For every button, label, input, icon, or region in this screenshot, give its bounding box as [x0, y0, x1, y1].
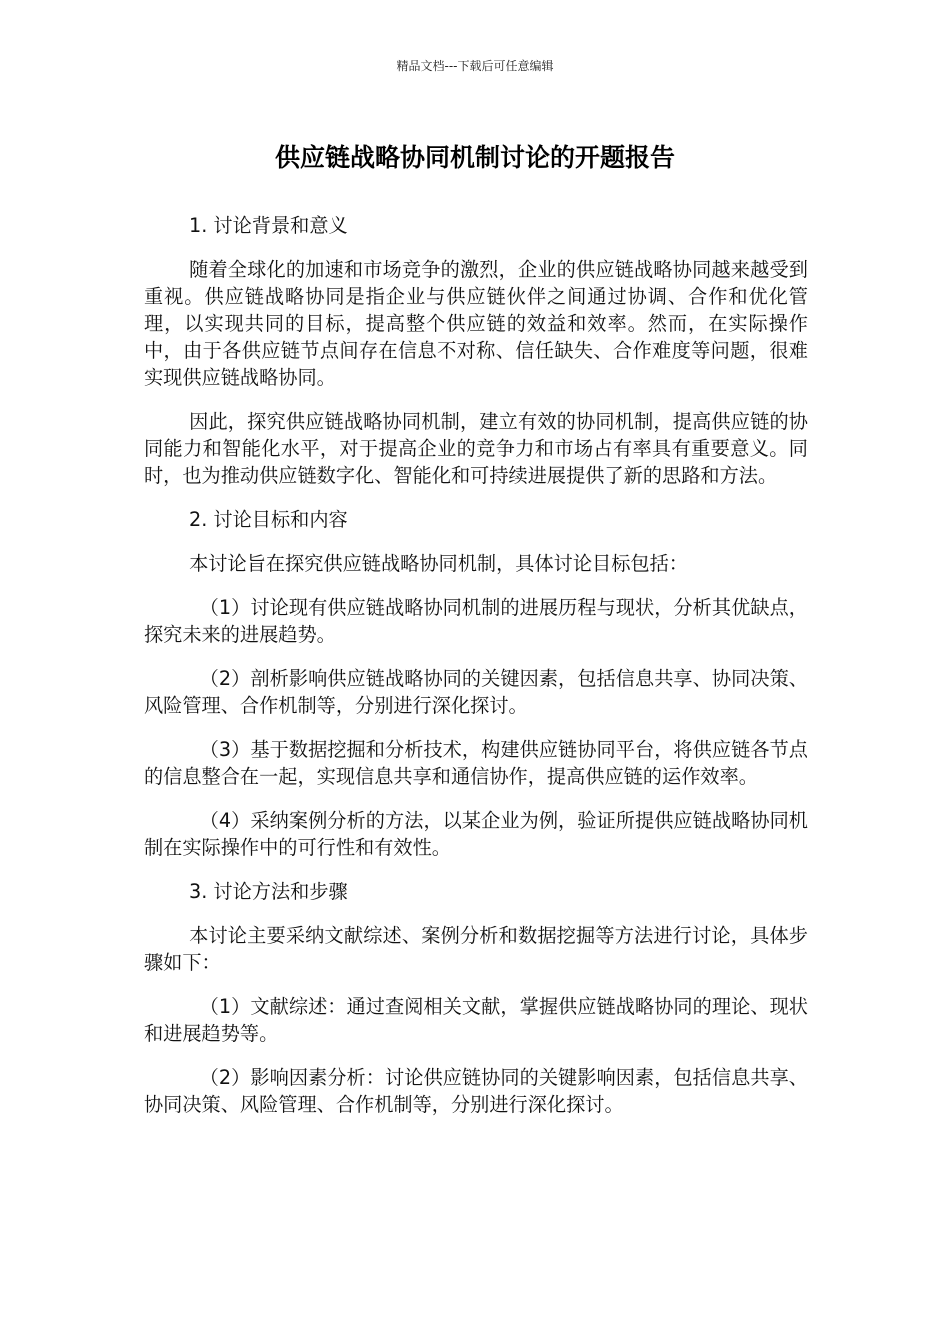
- paragraph-significance: 因此，探究供应链战略协同机制，建立有效的协同机制，提高供应链的协同能力和智能化水平，对于提高企业的竞争力和市场占有率具有重要意义。同时，也为推动供应链数字化、智能化和可持续进展提供了新的思路和方法。: [144, 410, 808, 487]
- goal-item: （1）讨论现有供应链战略协同机制的进展历程与现状，分析其优缺点，探究未来的进展趋势。: [144, 596, 808, 646]
- paragraph-goals-intro: 本讨论旨在探究供应链战略协同机制，具体讨论目标包括：: [189, 552, 688, 575]
- document-title: 供应链战略协同机制讨论的开题报告: [274, 143, 675, 172]
- section-heading-1: 1. 讨论背景和意义: [189, 214, 348, 237]
- method-step-item: （2）影响因素分析：讨论供应链协同的关键影响因素，包括信息共享、协同决策、风险管理、合作机制等，分别进行深化探讨。: [144, 1066, 808, 1116]
- section-heading-2: 2. 讨论目标和内容: [189, 508, 348, 531]
- section-heading-3: 3. 讨论方法和步骤: [189, 880, 348, 903]
- goal-item: （2）剖析影响供应链战略协同的关键因素，包括信息共享、协同决策、风险管理、合作机制等，分别进行深化探讨。: [144, 667, 808, 717]
- document-body: [144, 212, 808, 1135]
- goal-item: （3）基于数据挖掘和分析技术，构建供应链协同平台，将供应链各节点的信息整合在一起，实现信息共享和通信协作，提高供应链的运作效率。: [144, 738, 808, 788]
- paragraph-methods-intro: 本讨论主要采纳文献综述、案例分析和数据挖掘等方法进行讨论，具体步骤如下：: [144, 924, 808, 974]
- paragraph-background: 随着全球化的加速和市场竞争的激烈，企业的供应链战略协同越来越受到重视。供应链战略协同是指企业与供应链伙伴之间通过协调、合作和优化管理，以实现共同的目标，提高整个供应链的效益和效率。然而，在实际操作中，由于各供应链节点间存在信息不对称、信任缺失、合作难度等问题，很难实现供应链战略协同。: [144, 258, 808, 389]
- goal-item: （4）采纳案例分析的方法，以某企业为例，验证所提供应链战略协同机制在实际操作中的可行性和有效性。: [144, 809, 808, 859]
- method-step-item: （1）文献综述：通过查阅相关文献，掌握供应链战略协同的理论、现状和进展趋势等。: [144, 995, 808, 1045]
- header-note: 精品文档---下载后可任意编辑: [396, 59, 554, 73]
